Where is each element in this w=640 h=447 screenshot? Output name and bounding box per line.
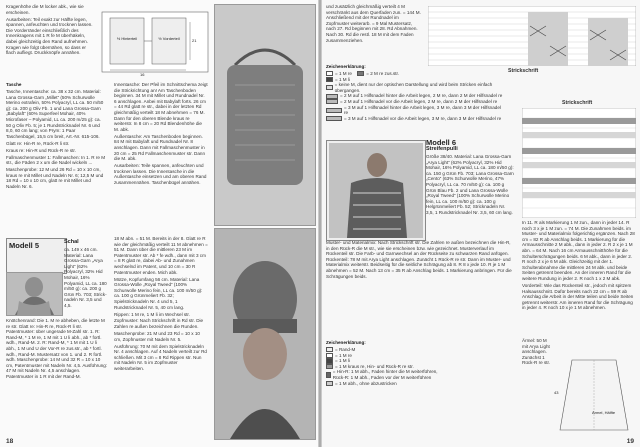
tasche-text: Tasche, Innentasche: ca. 38 x 32 cm. Material: Lana Grossa-Garn „Millet“ (50% Schurwolle Merino extrafein, 50% Polyacryl, LL ca. 50 m/50 g): ca. 200 g Oliv Fb. 1 und Lana Grossa-Garn „Babylaft“ (60% Superfeel Mohair, 40% Microfaser – Polyamid, LL ca. 200 m/25 g): ca. 50 g Oliv Fb. 5; je 1 Rundstricknadel Nr. 6 und 8,0, 60 cm lang; von Prym: 1 Paar Taschenbügel, 15,5 cm breit, Art.-Nr. 615-106. bbox=[6, 88, 104, 139]
left-page bbox=[0, 0, 318, 447]
schema-label-21: 21 bbox=[192, 38, 197, 43]
muetze-text: Mütze, Kopfumfang 56 cm. Material: Lana Grossa-Wolle „Royal Tweed“ (100% Schurwolle Merino fein, LL ca. 100 m/50 g): ca. 100 g Grünmeliert Fb. 32; Spielstricknadeln Nr. 4 und 5, 1 Rundstricknadel Nr. 5, 40 cm lang. bbox=[114, 276, 203, 310]
right-col1-text: und zusätzlich gleichmäßig verteilt 4 M verschränkt aus dem Querfaden zun. = 144 M. Anschließend mit der Rundnadel im Zopfmuster weiterarb. = 9 Mal Mustersatz, nach 27. Rd beginnen mit 28. Rd Abnahmen. Nach 30. Rd die restl. 18 M mit dem Faden zusammenziehen. bbox=[326, 4, 421, 43]
legend1-row-5: = 2 M auf 1 Hilfsnadel vor die Arbeit legen, 2 M re, dann 2 M der Hilfsnadel re bbox=[326, 99, 506, 105]
rippen-text: Rippen: 1 M re, 1 M li im Wechsel str. bbox=[114, 311, 190, 317]
sleeve-label-43: 43 bbox=[554, 390, 559, 395]
maschenprobe2-text: Maschenprobe: 21 M und 23 Rd = 10 x 10 cm, Zopfmuster mit Nadeln Nr. 5. bbox=[114, 331, 200, 342]
bag-photo bbox=[214, 4, 316, 226]
legend1-row-6: = 3 M auf 1 Hilfsnadel hinter die Arbeit legen, 3 M re, dann 3 M der Hilfsnadel re bbox=[326, 105, 506, 116]
modell5-text-block bbox=[64, 240, 108, 310]
schema-label-vorderteil: ½ Vorderteil bbox=[158, 36, 180, 41]
modell6-text: Größe 38/40. Material: Lana Grossa-Garn „Arya Light“ (62% Polyacryl, 32% Hid Mohair, 16% Polyamid, LL ca. 180 m/50 g): ca. 150 g Grün Fb. 703; Lana Grossa-Garn „Cento“ (63% Schurwolle Merino, 47% Polyacryl, LL ca. 70 m/50 g): ca. 100 g Grün Blau Fb. 2 und Lana Grossa-Wolle „Royal Tweed“ (100% Schurwolle Merino fein, LL ca. 100 m/50 g): ca. 100 g Helgrünmeliert Fb. 52; Stricknadeln Nr. 3,5, 1 Rundstricknadel Nr. 3,5, 60 cm lang. bbox=[426, 153, 514, 215]
modell6-subtitle: Streifenpulli bbox=[426, 145, 458, 152]
fallmaschen-text: Fallmaschenmuster 1: Fallmaschen: In 1. R re M str., die Fäden 2 x um die Nadel wickeln ... bbox=[6, 154, 106, 166]
right-page bbox=[322, 0, 640, 447]
legend2-block bbox=[326, 340, 446, 386]
zopfmuster-text: Zopfmuster: Nach Strickschrift in Rd str. Die Zahlen re außen bezeichnen die Runden. bbox=[114, 318, 204, 330]
legend1-block bbox=[326, 64, 506, 121]
kraus-re-text: Kraus re: Hin-R und Rück-R re str. bbox=[6, 147, 76, 153]
right-col2-text: Muster- und Materialmix: Nach Strickschrift str. Die Zahlen re außen bezeichnen die Hin-R, in den Rück-R die M str., wie sie erscheinen bzw. wie gezeichnet. Musterverlauf im Rückenteil str. Die Farb- und Garnwechsel an der Rückseite zu schwarzen Rand anfügen. Rückenteil: 78 M mit Arya Light anschlagen. Zunächt 1 Rück-R re str. Dann im Muster- und Materialmix weiterstr. Beidseitig für die seitliche Schrägung ab 8. R 8 x jede 10. R je 1 M abnehmen = 52 M. Nach 13 cm = 35 R ab Anschlag beids. 1 Markierung anbringen. Für die Schrägungen beids. bbox=[326, 240, 512, 279]
modell5-box bbox=[6, 238, 67, 274]
modell5-title: Modell 5 bbox=[9, 241, 40, 250]
left-col2-bottom bbox=[114, 236, 208, 373]
right-col1-top bbox=[326, 4, 422, 45]
left-col1-bottom-text: Knötchenrand: Die 1. M re abheben, die letzte M re str. Glatt re: Hin-R re, Rück-R li str. Patentmuster: über ungerade M-Zahl str. 1. R: Rand-M, * 1 M re, 1 M mit 1 U li abh., ab * fortl. wdh., Rand-M. 2. R: Rand-M, * 1 M mit 1 U li abh., 1 M und U der Vor-R re zus.str., ab * fortl. wdh., Rand-M. Mustersatz von 1. und 2. R fortl. wdh. Maschenprobe: 14 M und 32 R = 10 x 10 cm, Patentmuster mit Nadeln Nr. 4,5. Ausführung: 47 M mit Nadeln Nr. 4,5 anschlagen. Patentmuster in 1 R mit der Rand-M. bbox=[6, 318, 108, 379]
aussentasche-text: Außentasche: Am Taschenboden beginnen. 84 M mit Babylaft und Rundnadel Nr. 8 anschlagen. Dann mit Fallmaschenmuster in 20 cm = 25 Rd Fallmaschenmuster str. Dann die M. abk. bbox=[114, 133, 206, 162]
right-col1-mid bbox=[326, 240, 514, 281]
legend1-row-3: = keine M, dient nur der optischen Darstellung und wird beim Stricken einfach übergangen. bbox=[326, 82, 506, 93]
hat-photo bbox=[214, 228, 316, 440]
legend2-row-2: = 1 M re bbox=[326, 353, 446, 359]
sleeve-schema bbox=[552, 350, 636, 435]
ausarbeiten-text: Ausarbeiten: Teil exakt zur Hälfte legen, spannen, anfeuchten und trocknen lassen. Die Vorderränder einschließlich des Innenkragens mit 1 R fe M überhäkeln, dabei gleichzeitig den Rand aufnehmen. Kragen wie folgt übernähen, so dass er flach aufliegt. Druckknöpfe annähen. bbox=[6, 16, 93, 56]
right-col3-text: In 11. R als Markierung 1 M zun., dann in jeder 14. R noch 3 x je 1 M zun. = 74 M. Die Zunahmen beids. im Muster- und Materialmix folgerichtig ergänzen. Nach 28 cm = 82 R ab Anschlag beids. 1 Markierung für die Armausschnitte 2 M abk., dann in jeder 2. R 2 x je 1 M abn. = 64 M. Nach 16 cm Armausschnitthöhe für die Schulterschrägungen beids. 6 M abk., dann in jeder 2. R noch 2 x je 6 M abk. Gleichzeitig mit der 1. Schulterabnahme die mittleren 24 M abk. und beide Seiten getrennt beenden. An der inneren Rand für die weitere Rundung in jeder 2. R noch 1 x 2 M abk. bbox=[522, 220, 635, 281]
left-col1-main bbox=[6, 82, 106, 191]
ausfuehrung2-text: Ausführung: 70 M mit dem Spielstricknadeln Nr. 4 anschlagen. Auf 4 Nadeln verteilt zur Rd schließen. Mit 3 cm = 8 Rd Rippen str. Nun mit Nadeln Nr. 5 im Zopfmuster weiterarbeiten. bbox=[114, 343, 207, 372]
modell5-photo bbox=[6, 272, 63, 316]
modell5-subtitle: Schal bbox=[64, 239, 79, 245]
legend2-row-6: = 1 M abh., ohne abzustricken bbox=[326, 381, 446, 387]
schema-label-16: 16 bbox=[140, 72, 145, 77]
maschenprobe-text: Maschenprobe: 12 M und 26 Rd = 10 x 10 cm, kraus re mit Millet und Nadeln Nr. 6; 12,5 M und 18 Rd = 10 x 10 cm, glatt re mit Millet und Nadeln Nr. 6. bbox=[6, 167, 104, 190]
legend2-heading: Zeichenerklärung: bbox=[326, 340, 366, 345]
legend1-row-2: = 1 M li bbox=[326, 77, 506, 83]
strickschrift2-chart bbox=[522, 108, 636, 218]
aermel-block bbox=[522, 338, 552, 367]
sleeve-label: Ärmel, Hälfte bbox=[592, 410, 616, 415]
schema-diagram bbox=[100, 8, 210, 78]
col2b-text: 18 M abn. = 51 M. Bereits in der 8. Glatt re R wie der gleichmäßig verteilt 11 M abnehmen = 51 M. Dann über die mittleren 23 M im Patentmuster str. Ab * fe wdh., dann mit 3 cm = 8 R glatt re, dabei Ab- und Zunahmen wechselnd im Patent, und 10 cm = 30 R Patentmuster enden. Mich abk. bbox=[114, 236, 208, 275]
left-page-number: 18 bbox=[6, 438, 14, 445]
legend1-row-7: = 3 M auf 1 Hilfsnadel vor die Arbeit legen, 3 M re, dann 3 M der Hilfsnadel re bbox=[326, 116, 506, 122]
strickschrift1-chart bbox=[428, 6, 636, 66]
modell5-text: ca. 149 x 46 cm. Material: Lana Grossa-Garn „Arya Light“ (62% Polyacryl, 32% Hid Mohair, 16% Polyamid, LL ca. 180 m/50 g): ca. 200 g Grün Fb. 703; Strick-nadeln Nr. 3,5 und 4,5. bbox=[64, 246, 107, 308]
modell6-title: Modell 6 bbox=[426, 138, 457, 147]
tasche-heading: Tasche bbox=[6, 82, 22, 87]
left-col1-top bbox=[6, 4, 94, 57]
modell6-photo-area bbox=[326, 140, 426, 241]
vorderteil-text: Vorderteil: Wie das Rückenteil str., jedoch mit spitzem Halsausschnitt. Dafür bereits nach 22 cm = 59 R ab Anschlag die Arbeit in der Mitte teilen und beide Seiten getrennt weiterstr. Am inneren Rand für die Schrägung in jeder 4. R noch 10 x je 1 M abnehmen. bbox=[522, 282, 634, 311]
modell6-text-block bbox=[426, 140, 514, 217]
legend2-row-4: = 1 M kraus re, Hin- und Rück-R re str. bbox=[326, 364, 446, 370]
legend1-row-1: = 1 M re = 2 M re zus.str. bbox=[326, 71, 506, 77]
left-col2 bbox=[114, 82, 208, 187]
legend2-row-1: = Rand-M bbox=[326, 347, 446, 353]
intro-text: Kragenhöhe die M locker abk., wie sie erscheinen. bbox=[6, 4, 84, 15]
glatt-re-text: Glatt re: Hin-R re, Rück-R li str. bbox=[6, 140, 70, 146]
legend1-row-4: = 2 M auf 1 Hilfsnadel hinter die Arbeit legen, 2 M re, dann 2 M der Hilfsnadel re bbox=[326, 93, 506, 99]
right-col3-body bbox=[522, 220, 636, 312]
legend2-row-3: = 1 M li bbox=[326, 358, 446, 364]
ausarbeiten2-text: Ausarbeiten: Teile spannen, anfeuchten und trocknen lassen. Die Innentasche in die Außentasche einsetzen und am oberen Rand zusammennähen. Taschenbügel annähen. bbox=[114, 163, 207, 185]
legend1-heading: Zeichenerklärung: bbox=[326, 64, 366, 69]
strickschrift1-title: Strickschrift bbox=[508, 68, 539, 74]
legend2-row-5: = Hin-R: 1 M abh., Faden hinter die M weiterführen, Rück-R: 1 M abh., Faden vor der M weiterführen bbox=[326, 369, 446, 380]
right-page-number: 19 bbox=[626, 438, 634, 445]
left-col1-bottom bbox=[6, 318, 108, 381]
aermel-text: Ärmel: 50 M mit Arya Light anschlagen. Zunächst 1 Rück-R re str. bbox=[522, 338, 551, 366]
innentasche-text: Innentasche: Der Pfeil im Schnittschema zeigt die Strickrichtung an! Am Taschenboden beginnen. 34 M mit Millet und Rundnadel Nr. 6 anschlagen. Anbei mit Babylaft forts. 26 cm = 44 Rd glatt re str., dabei in der letzten Rd gleichmäßig verteilt 18 M abnehmen = 76 M. Dann für den oberen Blende kraus re weiterstr. In 8 cm = 20 Rd Blendenhöhe die M. abk. bbox=[114, 82, 208, 132]
schema-label-hinterteil: ½ Hinterteil bbox=[116, 36, 138, 41]
strickschrift2-title: Strickschrift bbox=[562, 100, 593, 106]
